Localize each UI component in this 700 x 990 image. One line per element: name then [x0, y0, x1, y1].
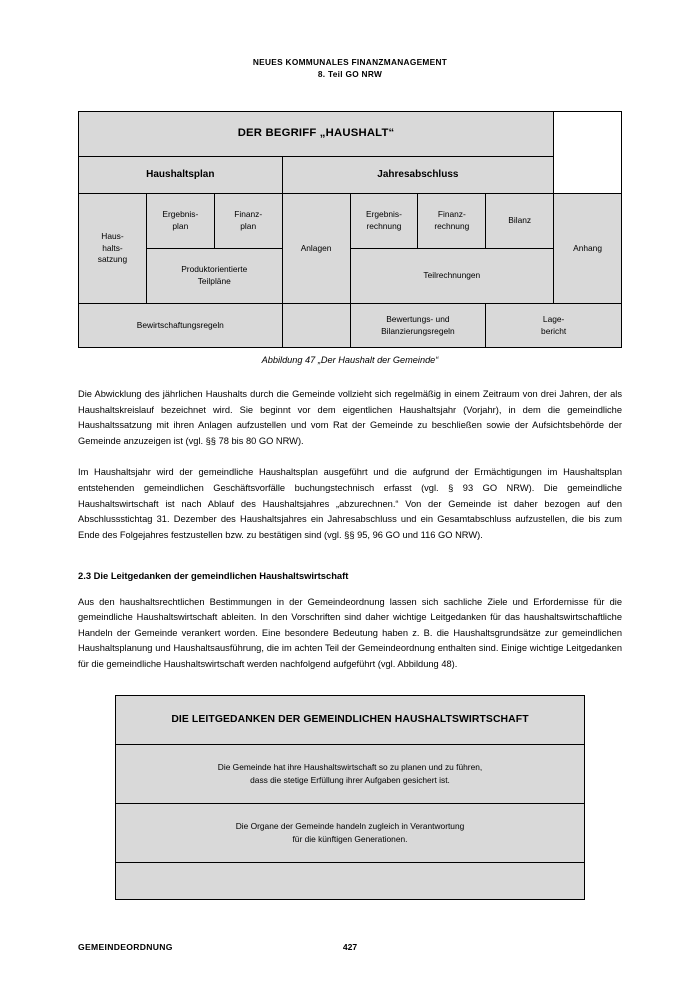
footer-page-number: 427: [342, 942, 358, 952]
table-row: [116, 744, 585, 803]
table-row: [79, 304, 622, 348]
cell-bewirtschaftungsregeln: Bewirtschaftungsregeln: [79, 304, 283, 348]
cell-bilanz: Bilanz: [486, 194, 554, 249]
cell-ergebnisplan: Ergebnis- plan: [146, 194, 214, 249]
paragraph-1: Die Abwicklung des jährlichen Haushalts durch die Gemeinde vollzieht sich regelmäßig in einem Zeitraum von drei Jahren, der als Haushaltskreislauf bezeichnet wird. Sie beginnt vor dem eigentlichen Haushaltsjahr (Vorjahr), in dem die gemeindliche Haushaltssatzung mit ihren Anlagen aufzustellen und vom Rat der Gemeinde zu beschließen sowie der Aufsichtsbehörde der Gemeinde anzuzeigen ist (vgl. §§ 78 bis 80 GO NRW).: [78, 389, 622, 446]
figure-leitgedanken-table: [115, 695, 585, 900]
cell-haushaltssatzung: Haus- halts- satzung: [79, 194, 147, 304]
table-row: [79, 112, 622, 157]
running-head-line2: 8. Teil GO NRW: [317, 69, 383, 80]
cell-finanzplan: Finanz- plan: [214, 194, 282, 249]
cell-anlagen-spacer: [282, 304, 350, 348]
leitgedanke-item-3: [116, 862, 585, 899]
leitgedanke-item-1: Die Gemeinde hat ihre Haushaltswirtschaft so zu planen und zu führen, dass die stetige Erfüllung ihrer Aufgaben gesichert ist.: [116, 744, 585, 803]
page-footer: [78, 942, 622, 952]
cell-anlagen: Anlagen: [282, 194, 350, 304]
paragraph-3: Aus den haushaltsrechtlichen Bestimmungen in der Gemeindeordnung lassen sich sachliche Ziele und Erfordernisse für die gemeindliche Haushaltswirtschaft ableiten. In den Vorschriften sind daher wichtige Leitgedanken für das haushaltswirtschaftliche Handeln der Gemeinde verankert worden. Eine besondere Bedeutung haben z. B. die Haushaltsgrundsätze zur gemeindlichen Haushaltsplanung und Haushaltsausführung, die im achten Teil der Gemeindeordnung enthalten sind. Einige wichtige Leitgedanken für die gemeindliche Haushaltswirtschaft werden nachfolgend aufgeführt (vgl. Abbildung 48).: [78, 596, 622, 669]
header-haushaltsplan: Haushaltsplan: [79, 157, 283, 194]
section-heading-2-3: 2.3 Die Leitgedanken der gemeindlichen Haushaltswirtschaft: [78, 569, 349, 581]
cell-finanzrechnung: Finanz- rechnung: [418, 194, 486, 249]
footer-left-label: GEMEINDEORDNUNG: [78, 942, 173, 952]
cell-anhang: Anhang: [554, 194, 622, 304]
running-head-line1: NEUES KOMMUNALES FINANZMANAGEMENT: [252, 57, 448, 67]
table-row: [116, 695, 585, 744]
table-row: [79, 157, 622, 194]
header-jahresabschluss: Jahresabschluss: [282, 157, 554, 194]
figure-haushalt-title: DER BEGRIFF „HAUSHALT“: [79, 112, 554, 157]
figure-haushalt-caption: Abbildung 47 „Der Haushalt der Gemeinde“: [261, 355, 439, 366]
cell-ergebnisrechnung: Ergebnis- rechnung: [350, 194, 418, 249]
figure-leitgedanken-title: DIE LEITGEDANKEN DER GEMEINDLICHEN HAUSHALTSWIRTSCHAFT: [116, 695, 585, 744]
running-head: [78, 0, 622, 80]
paragraph-2: Im Haushaltsjahr wird der gemeindliche Haushaltsplan ausgeführt und die aufgrund der Ermächtigungen im Haushaltsplan entstehenden gemeindlichen Geschäftsvorfälle buchungstechnisch erfasst (vgl. § 93 GO NRW). Die gemeindliche Haushaltswirtschaft ist nach Ablauf des Haushaltsjahres „abzurechnen.“ Von der Gemeinde ist daher bezogen auf den Abschlussstichtag 31. Dezember des Haushaltsjahres ein Jahresabschluss und ein Gesamtabschluss aufzustellen, die bis zum Ende des Folgejahres festzustellen bzw. zu bestätigen sind (vgl. §§ 95, 96 GO und 116 GO NRW).: [78, 467, 622, 540]
table-row: [79, 194, 622, 249]
table-row: [116, 862, 585, 899]
figure-haushalt-table: [78, 111, 622, 348]
table-row: [116, 803, 585, 862]
cell-teilrechnungen: Teilrechnungen: [350, 249, 554, 304]
cell-lagebericht: Lage- bericht: [486, 304, 622, 348]
cell-produktorientierte-teilplaene: Produktorientierte Teilpläne: [146, 249, 282, 304]
table-row: [79, 249, 622, 304]
leitgedanke-item-2: Die Organe der Gemeinde handeln zugleich in Verantwortung für die künftigen Generationen.: [116, 803, 585, 862]
cell-bewertungs-bilanzierungsregeln: Bewertungs- und Bilanzierungsregeln: [350, 304, 486, 348]
